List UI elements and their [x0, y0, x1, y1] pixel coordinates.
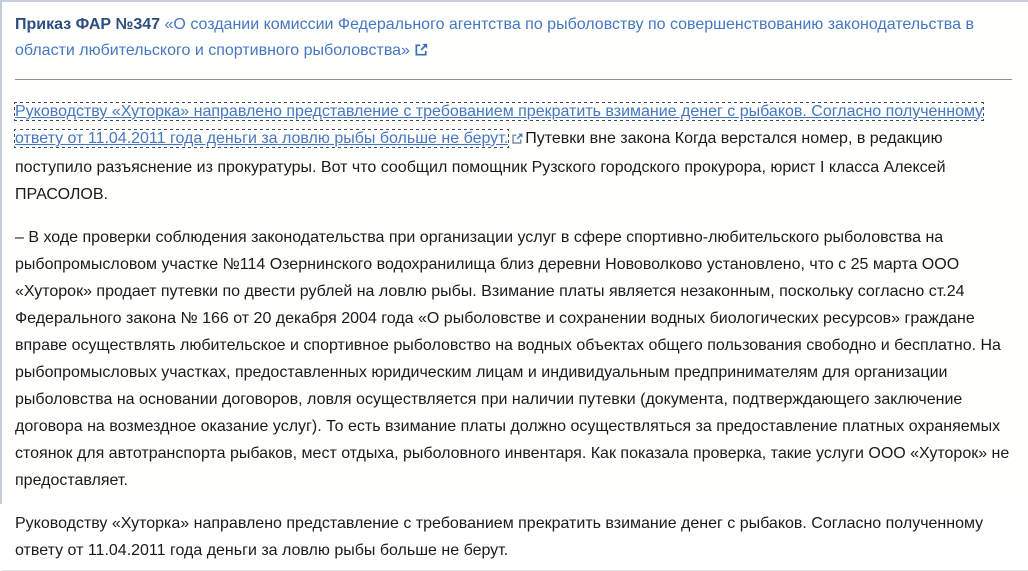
lead-paragraph-text: Путевки вне закона Когда верстался номер, в редакцию поступило разъяснение из прокуратуры. Вот что сообщил помощник Рузского городского прокурора, юрист I класса Алексей ПРАСОЛОВ.	[15, 130, 946, 203]
header-divider	[15, 79, 1012, 80]
lead-paragraph	[15, 98, 1012, 208]
order-title-link[interactable]: «О создании комиссии Федерального агентства по рыболовству по совершенствованию законодательства в области любительского и спортивного рыболовства»	[15, 16, 974, 59]
document-header	[15, 12, 1012, 66]
inline-external-link-icon[interactable]	[511, 127, 524, 154]
body-paragraph: – В ходе проверки соблюдения законодательства при организации услуг в сфере спортивно-любительского рыболовства на рыбопромысловом участке №114 Озернинского водохранилища близ деревни Нововолково установлено, что с 25 марта ООО «Хуторок» продает путевки по двести рублей на ловлю рыбы. Взимание платы является незаконным, поскольку согласно ст.24 Федерального закона № 166 от 20 декабря 2004 года «О рыболовстве и сохранении водных биологических ресурсов» граждане вправе осуществлять любительское и спортивное рыболовство на водных объектах общего пользования свободно и бесплатно. На рыбопромысловых участках, предоставленных юридическим лицам и индивидуальным предпринимателям для организации рыболовства на основании договоров, ловля осуществляется при наличии путевки (документа, подтверждающего заключение договора на возмездное оказание услуг). То есть взимание платы должно осуществляться за предоставление платных охраняемых стоянок для автотранспорта рыбаков, мест отдыха, рыболовного инвентаря. Как показала проверка, такие услуги ООО «Хуторок» не предоставляет.	[15, 229, 1010, 489]
closing-paragraph: Руководству «Хуторка» направлено представление с требованием прекратить взимание денег с рыбаков. Согласно полученному ответу от 11.04.2011 года деньги за ловлю рыбы больше не берут.	[15, 515, 984, 559]
order-number-label: Приказ ФАР №347	[15, 16, 161, 33]
external-link-icon[interactable]	[414, 40, 429, 66]
lead-source-link[interactable]: Руководству «Хуторка» направлено представление с требованием прекратить взимание денег с рыбаков. Согласно полученному ответу от 11.04.2011 года деньги за ловлю рыбы больше не берут.	[15, 103, 984, 147]
